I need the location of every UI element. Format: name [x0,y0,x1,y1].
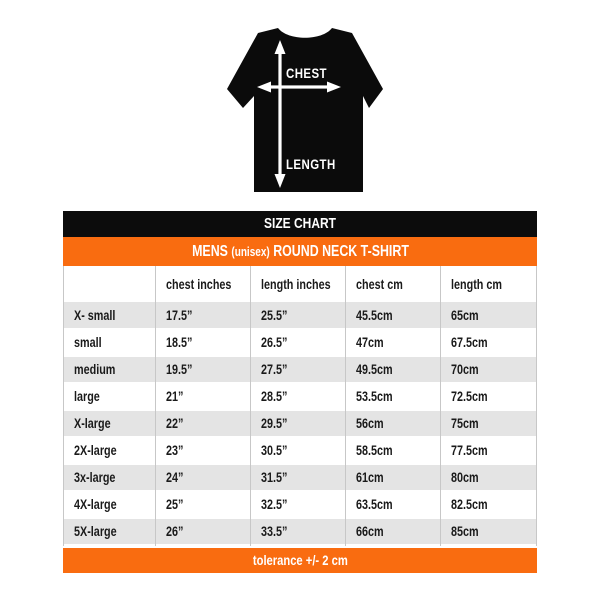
subtitle-unisex: (unisex) [230,245,270,259]
length-inches-value: 26.5” [261,335,288,350]
header-row [63,266,537,302]
size-label: 4X-large [74,497,117,512]
length-cm-value: 70cm [451,362,479,377]
cell-chest-inches [155,410,250,437]
cell-chest-cm [345,464,440,491]
product-subtitle [192,237,409,267]
size-table [63,266,537,546]
cell-length-inches [250,518,345,545]
tshirt-illustration [218,14,393,199]
size-row-x-large [63,410,537,437]
cell-size [63,329,155,356]
size-label: medium [74,362,116,377]
chest-cm-value: 66cm [356,524,384,539]
size-row-3x-large [63,464,537,491]
cell-length-cm [440,491,537,518]
cell-length-inches [250,491,345,518]
size-chart-title: SIZE CHART [264,215,336,232]
size-row-5x-large [63,518,537,545]
cell-length-cm [440,410,537,437]
chest-inches-value: 25” [166,497,184,512]
cell-chest-inches [155,491,250,518]
size-row-medium [63,356,537,383]
length-cm-value: 80cm [451,470,479,485]
length-cm-value: 75cm [451,416,479,431]
chest-cm-value: 47cm [356,335,384,350]
table-edge-right [536,266,537,546]
size-row-small [63,329,537,356]
length-cm-value: 65cm [451,307,479,323]
cell-chest-cm [345,410,440,437]
size-label: X- small [74,307,116,323]
size-row-x-small [63,302,537,329]
size-label: large [74,389,100,404]
size-row-large [63,383,537,410]
chest-inches-value: 17.5” [166,307,193,323]
chest-inches-value: 24” [166,470,184,485]
subtitle-mens: MENS [191,243,228,260]
column-header-size [63,266,155,302]
cell-chest-cm [345,302,440,329]
chest-cm-value: 61cm [356,470,384,485]
cell-size [63,302,155,329]
length-cm-value: 85cm [451,524,479,539]
cell-length-inches [250,302,345,329]
chest-inches-value: 18.5” [166,335,193,350]
cell-length-inches [250,329,345,356]
chest-inches-value: 21” [166,389,184,404]
cell-chest-inches [155,464,250,491]
cell-length-cm [440,329,537,356]
cell-chest-inches [155,518,250,545]
cell-size [63,437,155,464]
cell-size [63,518,155,545]
chest-label: CHEST [286,66,327,82]
cell-length-cm [440,437,537,464]
cell-length-inches [250,464,345,491]
cell-chest-cm [345,356,440,383]
size-row-2x-large [63,437,537,464]
chest-cm-value: 49.5cm [356,362,393,377]
column-divider [345,266,346,546]
chest-cm-value: 53.5cm [356,389,393,404]
cell-length-inches [250,356,345,383]
chest-inches-value: 22” [166,416,184,431]
column-header-chest-cm [345,266,440,302]
cell-chest-cm [345,491,440,518]
length-inches-value: 29.5” [261,416,288,431]
length-inches-value: 25.5” [261,307,288,323]
length-inches-value: 31.5” [261,470,288,485]
cell-chest-inches [155,437,250,464]
length-inches-value: 30.5” [261,443,288,458]
cell-length-cm [440,302,537,329]
length-cm-value: 67.5cm [451,335,488,350]
length-cm-value: 72.5cm [451,389,488,404]
size-label: X-large [74,416,111,431]
cell-length-inches [250,410,345,437]
chest-inches-value: 19.5” [166,362,193,377]
column-divider [250,266,251,546]
cell-size [63,356,155,383]
size-label: small [74,335,102,350]
cell-chest-cm [345,518,440,545]
cell-length-cm [440,356,537,383]
cell-length-inches [250,383,345,410]
chest-cm-value: 63.5cm [356,497,393,512]
size-row-4x-large [63,491,537,518]
length-inches-value: 32.5” [261,497,288,512]
tolerance-text: tolerance +/- 2 cm [252,552,348,568]
column-divider [155,266,156,546]
cell-length-cm [440,383,537,410]
column-header-chest-inches [155,266,250,302]
cell-chest-cm [345,329,440,356]
length-inches-value: 27.5” [261,362,288,377]
subtitle-product: ROUND NECK T-SHIRT [272,243,409,260]
column-header-length-inches [250,266,345,302]
cell-size [63,491,155,518]
cell-chest-cm [345,383,440,410]
table-edge-left [63,266,64,546]
size-label: 2X-large [74,443,117,458]
cell-chest-cm [345,437,440,464]
size-chart-title-bar [63,211,537,237]
size-label: 5X-large [74,524,117,539]
cell-chest-inches [155,329,250,356]
chest-cm-value: 58.5cm [356,443,393,458]
length-cm-value: 82.5cm [451,497,488,512]
length-inches-value: 33.5” [261,524,288,539]
cell-size [63,383,155,410]
chest-cm-value: 56cm [356,416,384,431]
column-header-chest-inches-label: chest inches [166,276,232,292]
cell-chest-inches [155,302,250,329]
product-subtitle-bar [63,237,537,266]
column-header-chest-cm-label: chest cm [356,276,403,292]
cell-length-cm [440,518,537,545]
cell-chest-inches [155,383,250,410]
cell-chest-inches [155,356,250,383]
length-label: LENGTH [286,157,336,173]
cell-length-inches [250,437,345,464]
cell-size [63,410,155,437]
chest-inches-value: 23” [166,443,184,458]
length-inches-value: 28.5” [261,389,288,404]
size-chart-panel [63,211,537,573]
column-divider [440,266,441,546]
column-header-length-inches-label: length inches [261,276,331,292]
size-table-wrapper [63,266,537,546]
chest-inches-value: 26” [166,524,184,539]
column-header-length-cm-label: length cm [451,276,503,292]
cell-length-cm [440,464,537,491]
tolerance-footer [63,548,537,573]
size-label: 3x-large [74,470,116,485]
cell-size [63,464,155,491]
chest-cm-value: 45.5cm [356,307,393,323]
column-header-length-cm [440,266,537,302]
length-cm-value: 77.5cm [451,443,488,458]
